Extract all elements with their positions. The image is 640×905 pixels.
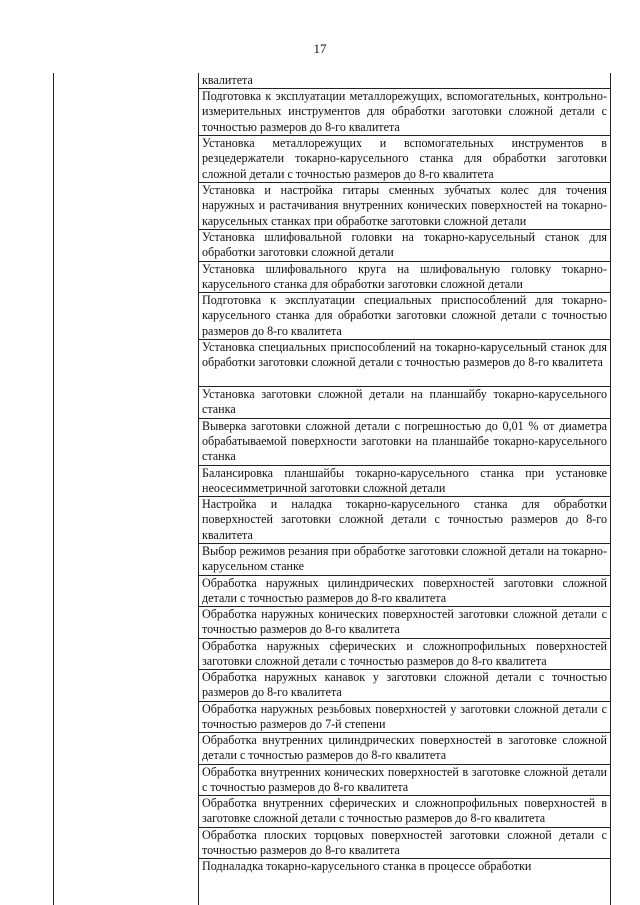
- table-row: Установка специальных приспособлений на токарно-карусельный станок для обработки заготовки сложной детали с точностью размеров до 8-го квалитета: [199, 340, 610, 387]
- table-row: Обработка плоских торцовых поверхностей заготовки сложной детали с точностью размеров до 8-го квалитета: [199, 828, 610, 860]
- table-right-column: [199, 73, 610, 905]
- table-row: Установка шлифовальной головки на токарно-карусельный станок для обработки заготовки сложной детали: [199, 230, 610, 262]
- table-row: Подготовка к эксплуатации специальных приспособлений для токарно-карусельного станка для обработки заготовки сложной детали с точностью размеров до 8-го квалитета: [199, 293, 610, 340]
- table-row: Подготовка к эксплуатации металлорежущих, вспомогательных, контрольно-измерительных инструментов для обработки заготовки сложной детали с точностью размеров до 8-го квалитета: [199, 89, 610, 136]
- table-row: Установка заготовки сложной детали на планшайбу токарно-карусельного станка: [199, 387, 610, 419]
- table-row: Обработка внутренних сферических и сложнопрофильных поверхностей в заготовке сложной детали с точностью размеров до 8-го квалитета: [199, 796, 610, 828]
- table-row: квалитета: [199, 73, 610, 89]
- table-row: Установка шлифовального круга на шлифовальную головку токарно-карусельного станка для обработки заготовки сложной детали: [199, 262, 610, 294]
- page-number: 17: [313, 41, 327, 56]
- table-left-column: [54, 73, 199, 905]
- table-row: Обработка внутренних конических поверхностей в заготовке сложной детали с точностью размеров до 8-го квалитета: [199, 765, 610, 797]
- document-table: [53, 73, 611, 905]
- table-row: Обработка наружных канавок у заготовки сложной детали с точностью размеров до 8-го квалитета: [199, 670, 610, 702]
- table-row: Обработка наружных сферических и сложнопрофильных поверхностей заготовки сложной детали с точностью размеров до 8-го квалитета: [199, 639, 610, 671]
- table-row: Подналадка токарно-карусельного станка в процессе обработки: [202, 859, 532, 873]
- table-row: Обработка наружных цилиндрических поверхностей заготовки сложной детали с точностью размеров до 8-го квалитета: [199, 576, 610, 608]
- table-row: Установка металлорежущих и вспомогательных инструментов в резцедержатели токарно-карусельного станка для обработки заготовки сложной детали с точностью размеров до 8-го квалитета: [199, 136, 610, 183]
- table-row: Выбор режимов резания при обработке заготовки сложной детали на токарно-карусельном станке: [199, 544, 610, 576]
- table-row: Балансировка планшайбы токарно-карусельного станка при установке неосесимметричной заготовки сложной детали: [199, 466, 610, 498]
- table-row: Установка и настройка гитары сменных зубчатых колес для точения наружных и растачивания внутренних конических поверхностей на токарно-карусельных станках при обработке заготовки сложной детали: [199, 183, 610, 230]
- table-row: Обработка наружных конических поверхностей заготовки сложной детали с точностью размеров до 8-го квалитета: [199, 607, 610, 639]
- table-row: Выверка заготовки сложной детали с погрешностью до 0,01 % от диаметра обрабатываемой поверхности заготовки на планшайбе токарно-карусельного станка: [199, 419, 610, 466]
- table-row: Настройка и наладка токарно-карусельного станка для обработки поверхностей заготовки сложной детали с точностью размеров до 8-го квалитета: [199, 497, 610, 544]
- table-row: Обработка внутренних цилиндрических поверхностей в заготовке сложной детали с точностью размеров до 8-го квалитета: [199, 733, 610, 765]
- table-row: Обработка наружных резьбовых поверхностей у заготовки сложной детали с точностью размеров до 7-й степени: [199, 702, 610, 734]
